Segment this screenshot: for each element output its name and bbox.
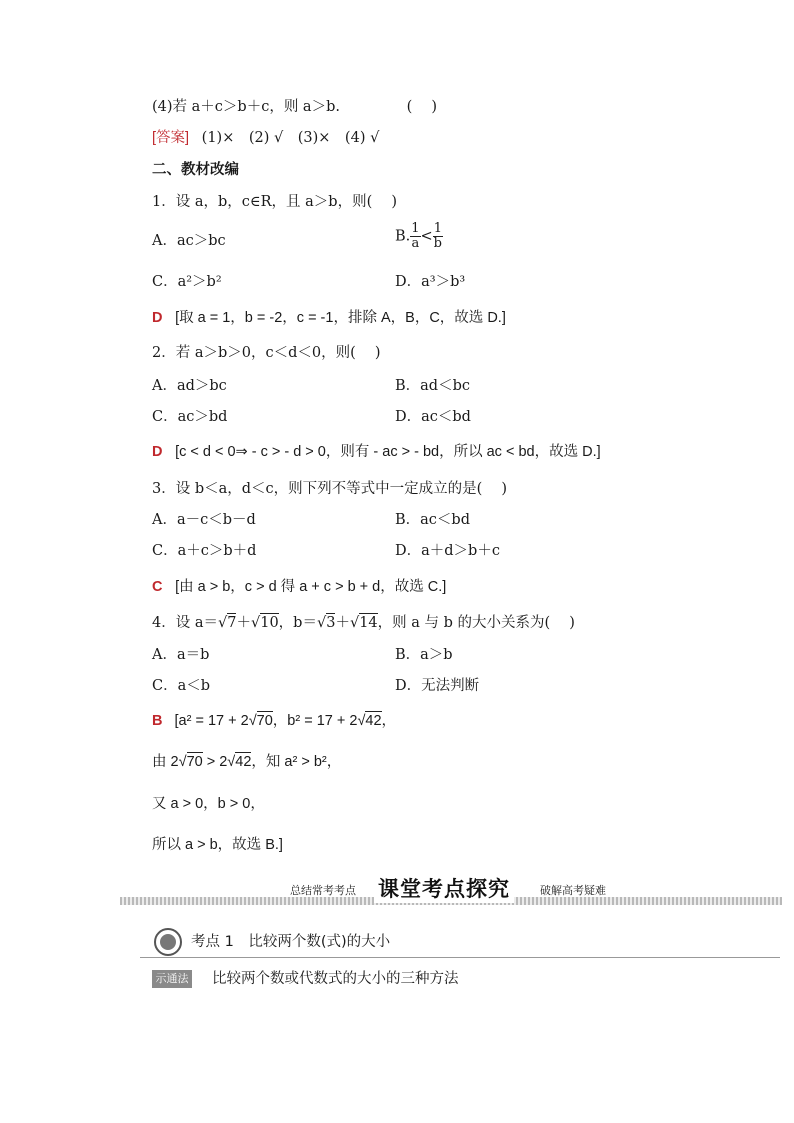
sqrt-sign: √ [217, 615, 228, 631]
q4-statement: (4)若 a＋c＞b＋c，则 a＞b. ( ) [152, 99, 438, 115]
problem-4-option-c: C．a＜b [152, 678, 211, 694]
method-badge: 示通法 [152, 970, 192, 988]
problem-3-option-b: B．ac＜bd [395, 512, 470, 528]
fraction-1-over-a: $\frac{1}{a}$ [411, 221, 420, 251]
problem-4-solution-line-2: 由 2√70 > 2√42，知 a² > b²， [152, 754, 342, 770]
problem-4-solution-line-1: B [a² = 17 + 2√70，b² = 17 + 2√42， [152, 713, 397, 729]
banner-right-text: 破解高考疑难 [540, 884, 606, 897]
problem-1-stem: 1．设 a，b，c∈R，且 a＞b，则( ) [152, 194, 397, 210]
problem-1-option-d: D．a³＞b³ [395, 274, 466, 290]
problem-4-stem: 4．设 a＝√7＋√10，b＝√3＋√14，则 a 与 b 的大小关系为( ) [152, 615, 575, 631]
problem-3-solution: C [由 a > b，c > d 得 a + c > b + d，故选 C.] [152, 579, 447, 595]
sqrt-sign: √ [349, 615, 360, 631]
q4-answer-blank: ( ) [406, 99, 438, 115]
problem-2-answer-letter: D [152, 444, 163, 460]
answer-label: [答案] [152, 130, 190, 146]
problem-2-stem: 2．若 a＞b＞0，c＜d＜0，则( ) [152, 345, 381, 361]
problem-2-option-c: C．ac＞bd [152, 409, 228, 425]
problem-4-option-b: B．a＞b [395, 647, 453, 663]
problem-4-option-d: D．无法判断 [395, 678, 480, 694]
sqrt-sign: √ [227, 754, 236, 770]
problem-1-solution: D [取 a = 1，b = -2，c = -1，排除 A，B，C，故选 D.] [152, 310, 506, 326]
problem-4-answer-letter: B [152, 713, 163, 729]
kaodian-underline [140, 957, 780, 958]
sqrt-sign: √ [357, 713, 366, 729]
problem-2-solution: D [c < d < 0⇒ - c > - d > 0，则有 - ac > - bd，所以 ac < bd，故选 D.] [152, 444, 601, 460]
problem-1-answer-letter: D [152, 310, 163, 326]
problem-3-answer-letter: C [152, 579, 163, 595]
sqrt-sign: √ [250, 615, 261, 631]
problem-3-stem: 3．设 b＜a，d＜c，则下列不等式中一定成立的是( ) [152, 481, 508, 497]
answer-text: (1)× (2) √ (3)× (4) √ [201, 130, 380, 146]
problem-3-option-a: A．a－c＜b－d [152, 512, 256, 528]
problem-1-option-c: C．a²＞b² [152, 274, 222, 290]
kaodian-circle-inner-icon [160, 934, 176, 950]
problem-4-solution-line-3: 又 a > 0，b > 0， [152, 796, 265, 812]
fraction-1-over-b: $\frac{1}{b}$ [433, 221, 442, 251]
problem-1-option-b: B. $\frac{1}{a}$ < $\frac{1}{b}$ [395, 221, 442, 251]
problem-3-option-d: D．a＋d＞b＋c [395, 543, 500, 559]
answer-line [152, 128, 379, 148]
section-title: 二、教材改编 [152, 162, 239, 178]
sqrt-sign: √ [316, 615, 327, 631]
problem-4-option-a: A．a＝b [152, 647, 210, 663]
banner-title: 课堂考点探究 [374, 873, 514, 903]
problem-2-option-b: B．ad＜bc [395, 378, 470, 394]
problem-1-option-a: A．ac＞bc [152, 233, 226, 249]
problem-4-solution-line-4: 所以 a > b，故选 B.] [152, 837, 283, 853]
kaodian-title: 考点 1 比较两个数(式)的大小 [191, 934, 391, 950]
problem-2-option-d: D．ac＜bd [395, 409, 471, 425]
method-text: 比较两个数或代数式的大小的三种方法 [212, 971, 459, 987]
banner-left-text: 总结常考考点 [290, 884, 356, 897]
problem-3-option-c: C．a＋c＞b＋d [152, 543, 257, 559]
sqrt-sign: √ [248, 713, 257, 729]
sqrt-sign: √ [178, 754, 187, 770]
problem-2-option-a: A．ad＞bc [152, 378, 227, 394]
